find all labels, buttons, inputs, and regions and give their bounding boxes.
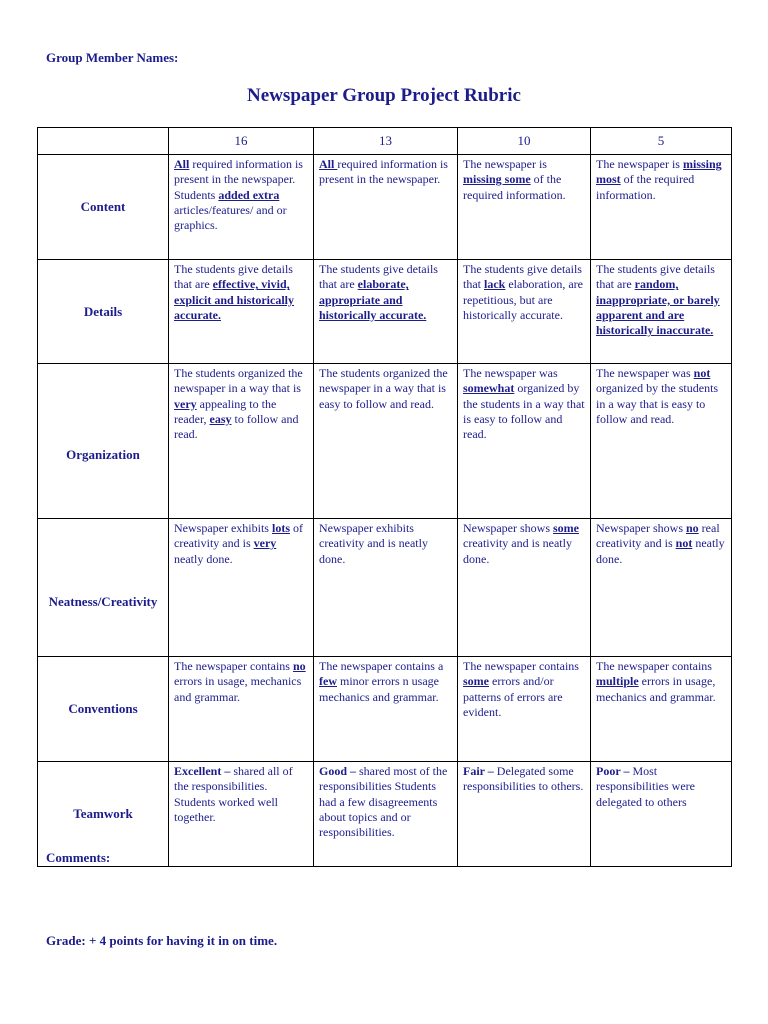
emphasis-text: not [675, 536, 693, 551]
cell-content-16 [169, 155, 314, 260]
cell-text: required information is present in the newspaper. Students [174, 157, 303, 202]
cell-text: The newspaper contains [174, 659, 293, 673]
cell-text: The students give details that are [174, 262, 293, 292]
column-header-10: 10 [458, 128, 591, 155]
rubric-row-organization [38, 364, 732, 519]
cell-details-10 [458, 260, 591, 364]
page-title: Newspaper Group Project Rubric [247, 85, 521, 106]
cell-organization-16 [169, 364, 314, 519]
cell-organization-10 [458, 364, 591, 519]
cell-neatness-10 [458, 519, 591, 657]
rubric-row-details [38, 260, 732, 364]
emphasis-text: very [253, 536, 277, 551]
cell-text: The newspaper contains a [319, 659, 444, 673]
cell-text: The newspaper was [596, 366, 694, 380]
cell-details-13 [314, 260, 458, 364]
cell-conventions-13 [314, 657, 458, 762]
rubric-row-neatness-creativity [38, 519, 732, 657]
emphasis-text: few [319, 674, 337, 689]
cell-neatness-5 [591, 519, 732, 657]
cell-text: organized by the students in a way that is easy to follow and read. [463, 381, 585, 442]
emphasis-text: missing some [463, 172, 531, 187]
cell-content-5 [591, 155, 732, 260]
cell-text: neatly done. [174, 551, 233, 566]
emphasis-text: some [552, 521, 579, 535]
grade-label: Grade: + 4 points for having it in on time. [46, 933, 278, 948]
cell-text: shared most of the responsibilities Students had a few disagreements about topics and or responsibilities. [319, 764, 448, 840]
header-blank-cell [38, 128, 169, 155]
cell-organization-13 [314, 364, 458, 519]
cell-text: The students organized the newspaper in a way that is easy to follow and read. [319, 366, 448, 411]
cell-text: The newspaper is [596, 157, 683, 171]
cell-neatness-16 [169, 519, 314, 657]
cell-text: errors in usage, mechanics and grammar. [596, 674, 716, 704]
cell-details-5 [591, 260, 732, 364]
column-header-5: 5 [591, 128, 732, 155]
cell-neatness-13 [314, 519, 458, 657]
cell-text: The students give details that [463, 262, 582, 292]
cell-text: Newspaper shows [463, 521, 553, 535]
rating-label: Excellent – [174, 764, 231, 778]
cell-text: of the required information. [463, 172, 566, 202]
cell-conventions-16 [169, 657, 314, 762]
rubric-row-teamwork [38, 762, 732, 867]
criterion-organization: Organization [38, 364, 169, 519]
cell-teamwork-5 [591, 762, 732, 867]
rubric-row-conventions [38, 657, 732, 762]
emphasis-text: lack [484, 277, 506, 292]
cell-text: The students give details that are [319, 262, 438, 292]
cell-text: errors and/or patterns of errors are evident. [463, 674, 563, 719]
cell-text: creativity and is neatly done. [463, 536, 572, 566]
cell-text: organized by the students in a way that is easy to follow and read. [596, 381, 719, 426]
cell-teamwork-16 [169, 762, 314, 867]
cell-text: Delegated some responsibilities to others. [463, 764, 584, 794]
emphasis-text: effective, vivid, explicit and historically accurate. [174, 277, 294, 322]
criterion-neatness-creativity: Neatness/Creativity [38, 519, 169, 657]
criterion-teamwork: Teamwork [38, 762, 169, 867]
emphasis-text: missing most [596, 157, 722, 187]
emphasis-text: added extra [218, 187, 280, 202]
cell-text: shared all of the responsibilities. Students worked well together. [174, 764, 293, 824]
emphasis-text: no [292, 659, 306, 673]
cell-text: neatly done. [596, 536, 725, 566]
cell-organization-5 [591, 364, 732, 519]
cell-text: The newspaper contains [463, 659, 579, 673]
emphasis-text: easy [209, 411, 232, 426]
cell-text: The students organized the newspaper in a way that is [174, 366, 303, 396]
cell-text: The newspaper was [463, 366, 558, 380]
emphasis-text: not [693, 366, 711, 380]
cell-details-16 [169, 260, 314, 364]
cell-text: The students give details that are [596, 262, 715, 292]
group-member-names-label: Group Member Names: [46, 50, 179, 65]
emphasis-text: All [174, 157, 190, 171]
comments-label: Comments: [46, 850, 111, 865]
emphasis-text: lots [271, 521, 290, 535]
criterion-details: Details [38, 260, 169, 364]
cell-text: errors in usage, mechanics and grammar. [174, 674, 302, 704]
emphasis-text: very [174, 396, 197, 411]
cell-text: real creativity and is [596, 521, 720, 551]
criterion-content: Content [38, 155, 169, 260]
emphasis-text: random, inappropriate, or barely apparent and are historically inaccurate. [596, 277, 720, 338]
rubric-table [37, 127, 732, 867]
cell-text: The newspaper contains [596, 659, 712, 673]
cell-text: Newspaper shows [596, 521, 686, 535]
cell-text: of the required information. [596, 172, 695, 202]
rating-label: Fair – [463, 764, 494, 778]
emphasis-text: no [685, 521, 699, 535]
rubric-header-row [38, 128, 732, 155]
emphasis-text: some [463, 674, 489, 689]
cell-conventions-5 [591, 657, 732, 762]
criterion-conventions: Conventions [38, 657, 169, 762]
cell-text: The newspaper is [463, 157, 547, 171]
cell-content-10 [458, 155, 591, 260]
cell-text: required information is present in the newspaper. [319, 157, 448, 187]
cell-text: of creativity and is [174, 521, 303, 551]
emphasis-text: multiple [596, 674, 639, 689]
emphasis-text: elaborate, appropriate and historically accurate. [319, 277, 427, 322]
cell-content-13 [314, 155, 458, 260]
emphasis-text: somewhat [463, 381, 515, 396]
cell-text: Most responsibilities were delegated to others [596, 764, 695, 809]
cell-text: appealing to the reader, [174, 396, 277, 426]
rubric-row-content [38, 155, 732, 260]
cell-text: minor errors n usage mechanics and grammar. [319, 674, 439, 704]
cell-teamwork-13 [314, 762, 458, 867]
cell-text: articles/features/ and or graphics. [174, 202, 287, 233]
cell-text: to follow and read. [174, 411, 299, 442]
cell-text: Newspaper exhibits [174, 521, 272, 535]
cell-teamwork-10 [458, 762, 591, 867]
cell-conventions-10 [458, 657, 591, 762]
emphasis-text: All [319, 157, 338, 171]
column-header-16: 16 [169, 128, 314, 155]
rating-label: Poor – [596, 764, 630, 778]
cell-text: elaboration, are repetitious, but are historically accurate. [463, 277, 583, 322]
column-header-13: 13 [314, 128, 458, 155]
cell-text: Newspaper exhibits creativity and is neatly done. [319, 521, 428, 566]
rating-label: Good – [319, 764, 357, 778]
